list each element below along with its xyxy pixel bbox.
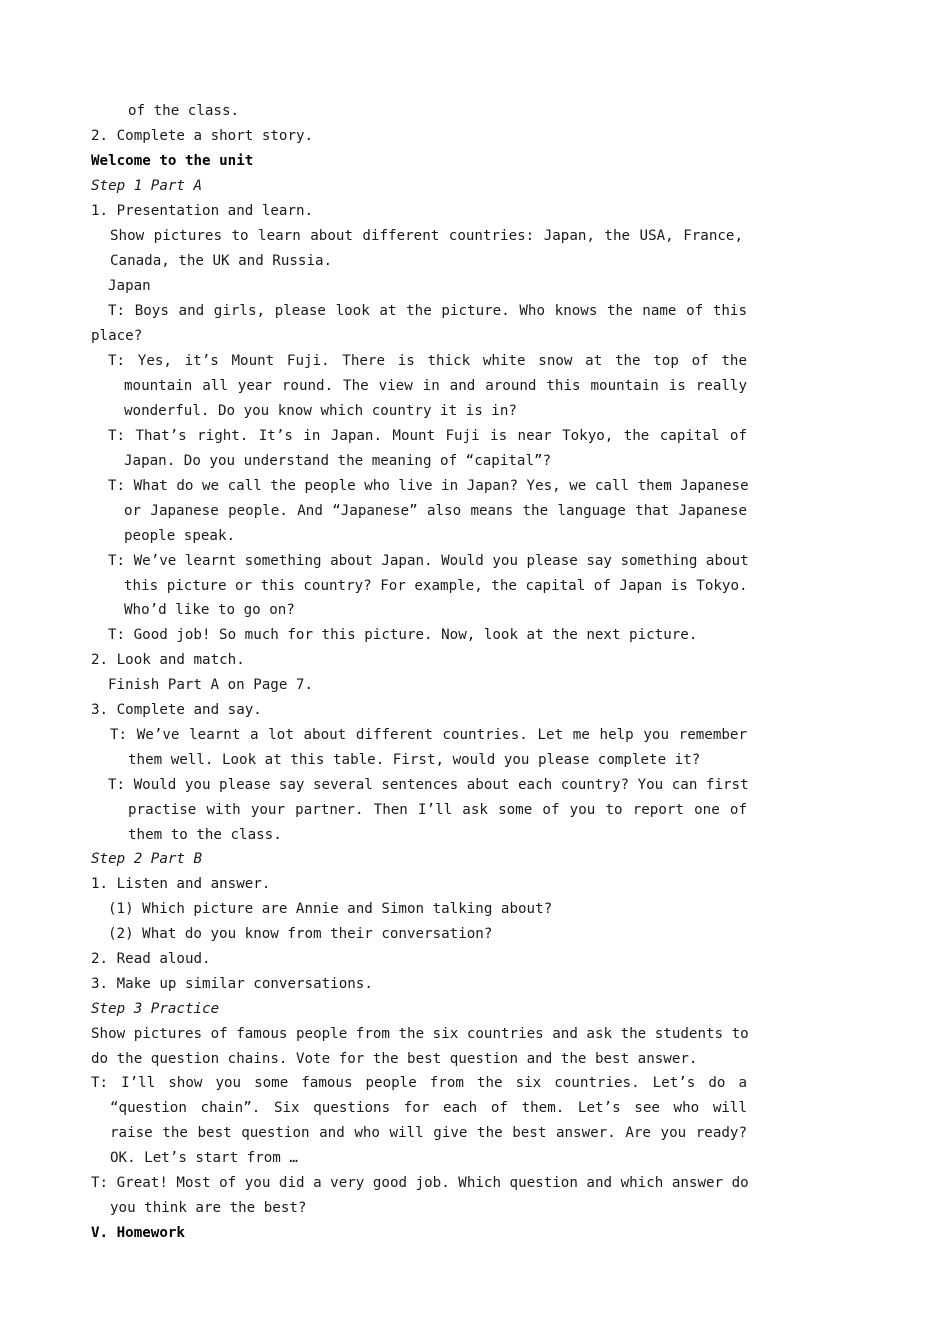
text-line: people speak. [124,528,236,544]
text-line: Show pictures of famous people from the six countries and ask the students to [91,1026,749,1042]
text-line: Canada, the UK and Russia. [110,253,333,269]
text-line: them well. Look at this table. First, would you please complete it? [128,752,701,768]
text-line: T: That’s right. It’s in Japan. Mount Fuji is near Tokyo, the capital of [108,428,747,444]
text-line: of the class. [128,103,240,119]
step-heading: Step 3 Practice [91,1001,220,1017]
text-line: do the question chains. Vote for the best question and the best answer. [91,1051,698,1067]
text-line: them to the class. [128,827,282,843]
step-heading: Step 1 Part A [91,178,203,194]
text-line: raise the best question and who will give the best answer. Are you ready? [110,1125,747,1141]
text-line: practise with your partner. Then I’ll ask some of you to report one of [128,802,747,818]
text-line: Japan. Do you understand the meaning of “capital”? [124,453,552,469]
text-line: T: Boys and girls, please look at the picture. Who knows the name of this [108,303,747,319]
text-line: 2. Look and match. [91,652,245,668]
text-line: T: Yes, it’s Mount Fuji. There is thick white snow at the top of the [108,353,747,369]
text-line: T: Would you please say several sentences about each country? You can first [108,777,749,793]
text-line: T: I’ll show you some famous people from the six countries. Let’s do a [91,1075,747,1091]
section-heading: Welcome to the unit [91,153,254,169]
text-line: 2. Complete a short story. [91,128,314,144]
text-line: mountain all year round. The view in and around this mountain is really [124,378,747,394]
text-line: T: Good job! So much for this picture. Now, look at the next picture. [108,627,698,643]
text-line: Finish Part A on Page 7. [108,677,313,693]
text-line: T: We’ve learnt something about Japan. Would you please say something about [108,553,749,569]
text-line: 3. Make up similar conversations. [91,976,373,992]
text-line: T: Great! Most of you did a very good job. Which question and which answer do [91,1175,749,1191]
text-line: T: What do we call the people who live in Japan? Yes, we call them Japanese [108,478,749,494]
text-line: T: We’ve learnt a lot about different countries. Let me help you remember [110,727,747,743]
text-line: Show pictures to learn about different countries: Japan, the USA, France, [110,228,743,244]
text-line: or Japanese people. And “Japanese” also means the language that Japanese [124,503,747,519]
text-line: place? [91,328,143,344]
section-heading: V. Homework [91,1225,185,1241]
text-line: 2. Read aloud. [91,951,211,967]
text-line: 3. Complete and say. [91,702,262,718]
text-line: OK. Let’s start from … [110,1150,298,1166]
text-line: (1) Which picture are Annie and Simon talking about? [108,901,553,917]
text-line: Japan [108,278,151,294]
text-line: (2) What do you know from their conversation? [108,926,493,942]
text-line: Who’d like to go on? [124,602,295,618]
text-line: 1. Listen and answer. [91,876,271,892]
text-line: wonderful. Do you know which country it is in? [124,403,517,419]
text-line: “question chain”. Six questions for each of them. Let’s see who will [110,1100,747,1116]
text-line: this picture or this country? For example, the capital of Japan is Tokyo. [124,578,748,594]
text-line: you think are the best? [110,1200,307,1216]
step-heading: Step 2 Part B [91,851,203,867]
text-line: 1. Presentation and learn. [91,203,314,219]
